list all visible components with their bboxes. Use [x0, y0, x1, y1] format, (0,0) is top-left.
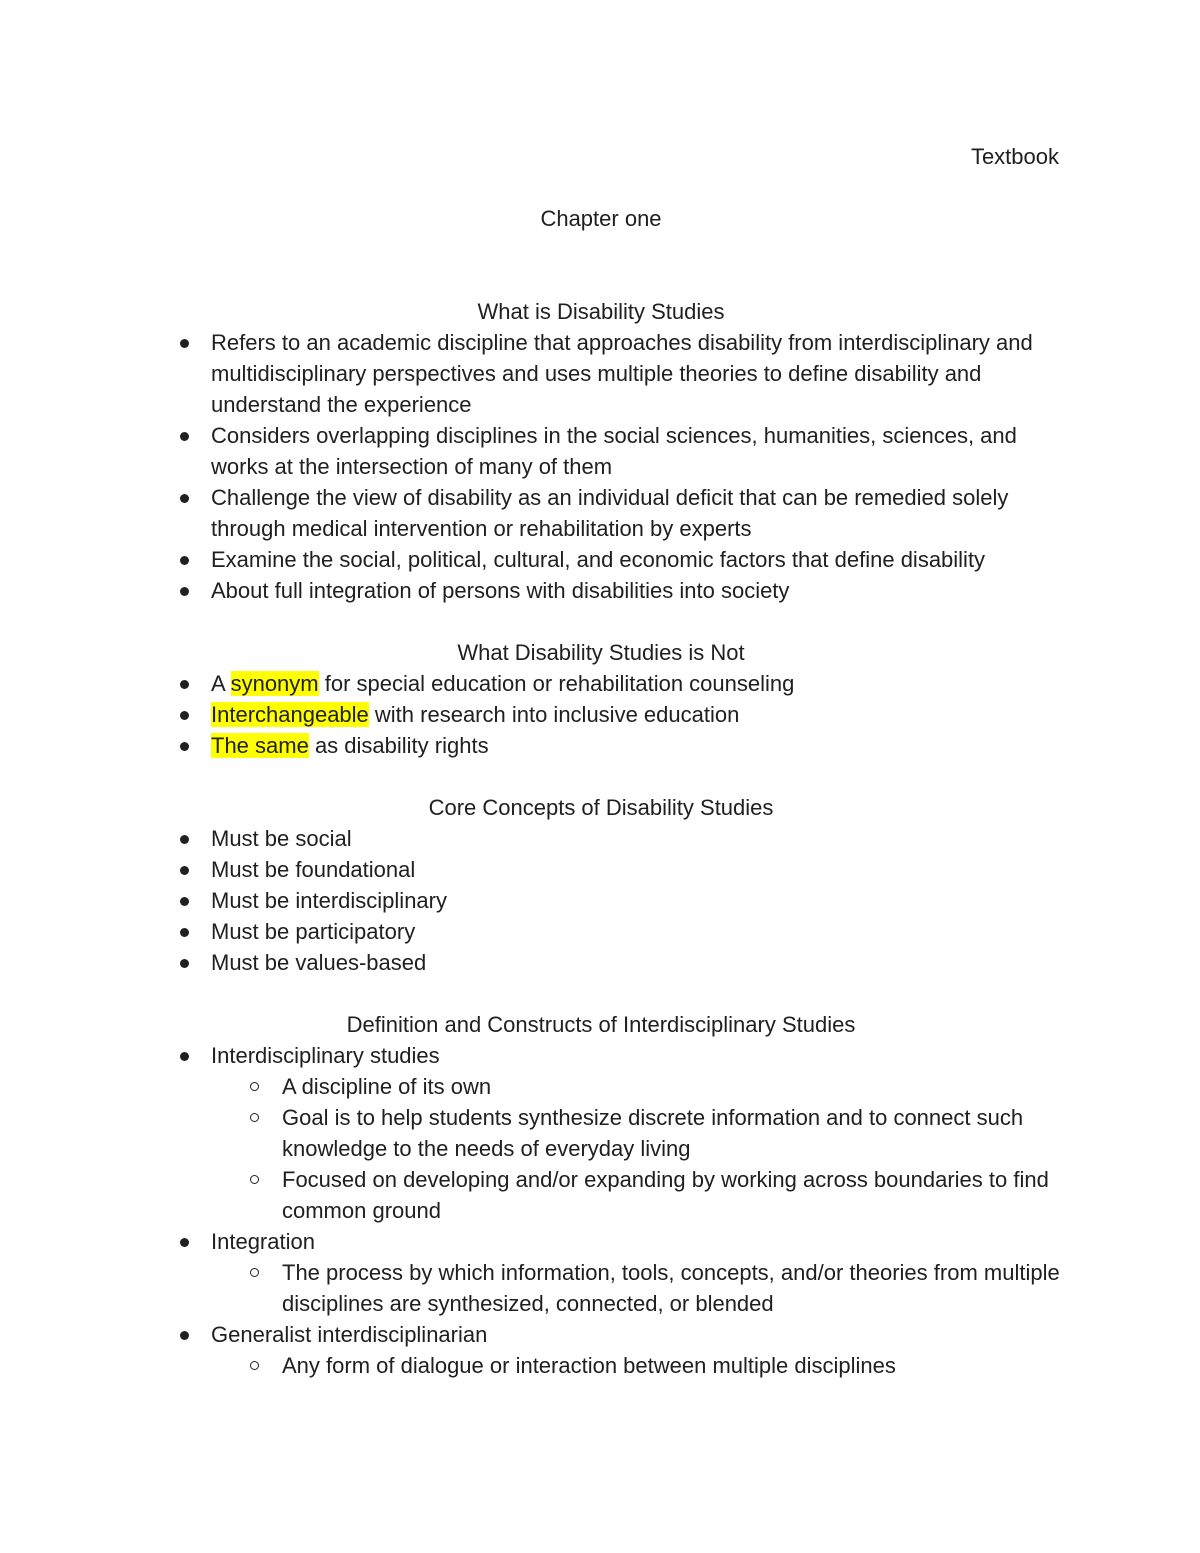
section-title: Core Concepts of Disability Studies [428, 795, 774, 820]
list-item: Interdisciplinary studies [141, 1040, 1061, 1071]
list-item: Must be interdisciplinary [141, 885, 1061, 916]
list-item: Interchangeable with research into inclusive education [141, 699, 1061, 730]
list-item: A synonym for special education or rehabilitation counseling [141, 668, 1061, 699]
sub-list-item: A discipline of its own [141, 1071, 1061, 1102]
bullet-list [141, 823, 1061, 978]
sub-list-item: The process by which information, tools, concepts, and/or theories from multiple disciplines are synthesized, connected, or blended [141, 1257, 1061, 1319]
header-label: Textbook [970, 144, 1059, 169]
bullet-list [141, 327, 1061, 606]
list-item: Refers to an academic discipline that approaches disability from interdisciplinary and multidisciplinary perspectives and uses multiple theories to define disability and understand the experience [141, 327, 1061, 420]
list-item: Integration [141, 1226, 1061, 1257]
document-body [141, 203, 1061, 1381]
sub-bullet-list [141, 1071, 1061, 1226]
list-item: Must be social [141, 823, 1061, 854]
list-item: Must be values-based [141, 947, 1061, 978]
bullet-list [141, 1319, 1061, 1350]
bullet-list [141, 668, 1061, 761]
list-item: Considers overlapping disciplines in the social sciences, humanities, sciences, and works at the intersection of many of them [141, 420, 1061, 482]
list-item: Challenge the view of disability as an individual deficit that can be remedied solely through medical intervention or rehabilitation by experts [141, 482, 1061, 544]
sub-list-item: Focused on developing and/or expanding by working across boundaries to find common ground [141, 1164, 1061, 1226]
section-title: What Disability Studies is Not [457, 640, 745, 665]
list-item: Generalist interdisciplinarian [141, 1319, 1061, 1350]
sub-list-item: Goal is to help students synthesize discrete information and to connect such knowledge to the needs of everyday living [141, 1102, 1061, 1164]
section-title: What is Disability Studies [477, 299, 725, 324]
bullet-list [141, 1040, 1061, 1071]
section-title: Definition and Constructs of Interdisciplinary Studies [346, 1012, 856, 1037]
list-item: About full integration of persons with disabilities into society [141, 575, 1061, 606]
chapter-title: Chapter one [540, 206, 662, 231]
list-item: Must be participatory [141, 916, 1061, 947]
list-item: Must be foundational [141, 854, 1061, 885]
highlighted-text: The same [211, 733, 309, 758]
list-item: The same as disability rights [141, 730, 1061, 761]
bullet-list [141, 1226, 1061, 1257]
highlighted-text: synonym [230, 671, 319, 696]
list-item: Examine the social, political, cultural, and economic factors that define disability [141, 544, 1061, 575]
highlighted-text: Interchangeable [211, 702, 369, 727]
sub-list-item: Any form of dialogue or interaction between multiple disciplines [141, 1350, 1061, 1381]
sub-bullet-list [141, 1257, 1061, 1319]
sub-bullet-list [141, 1350, 1061, 1381]
